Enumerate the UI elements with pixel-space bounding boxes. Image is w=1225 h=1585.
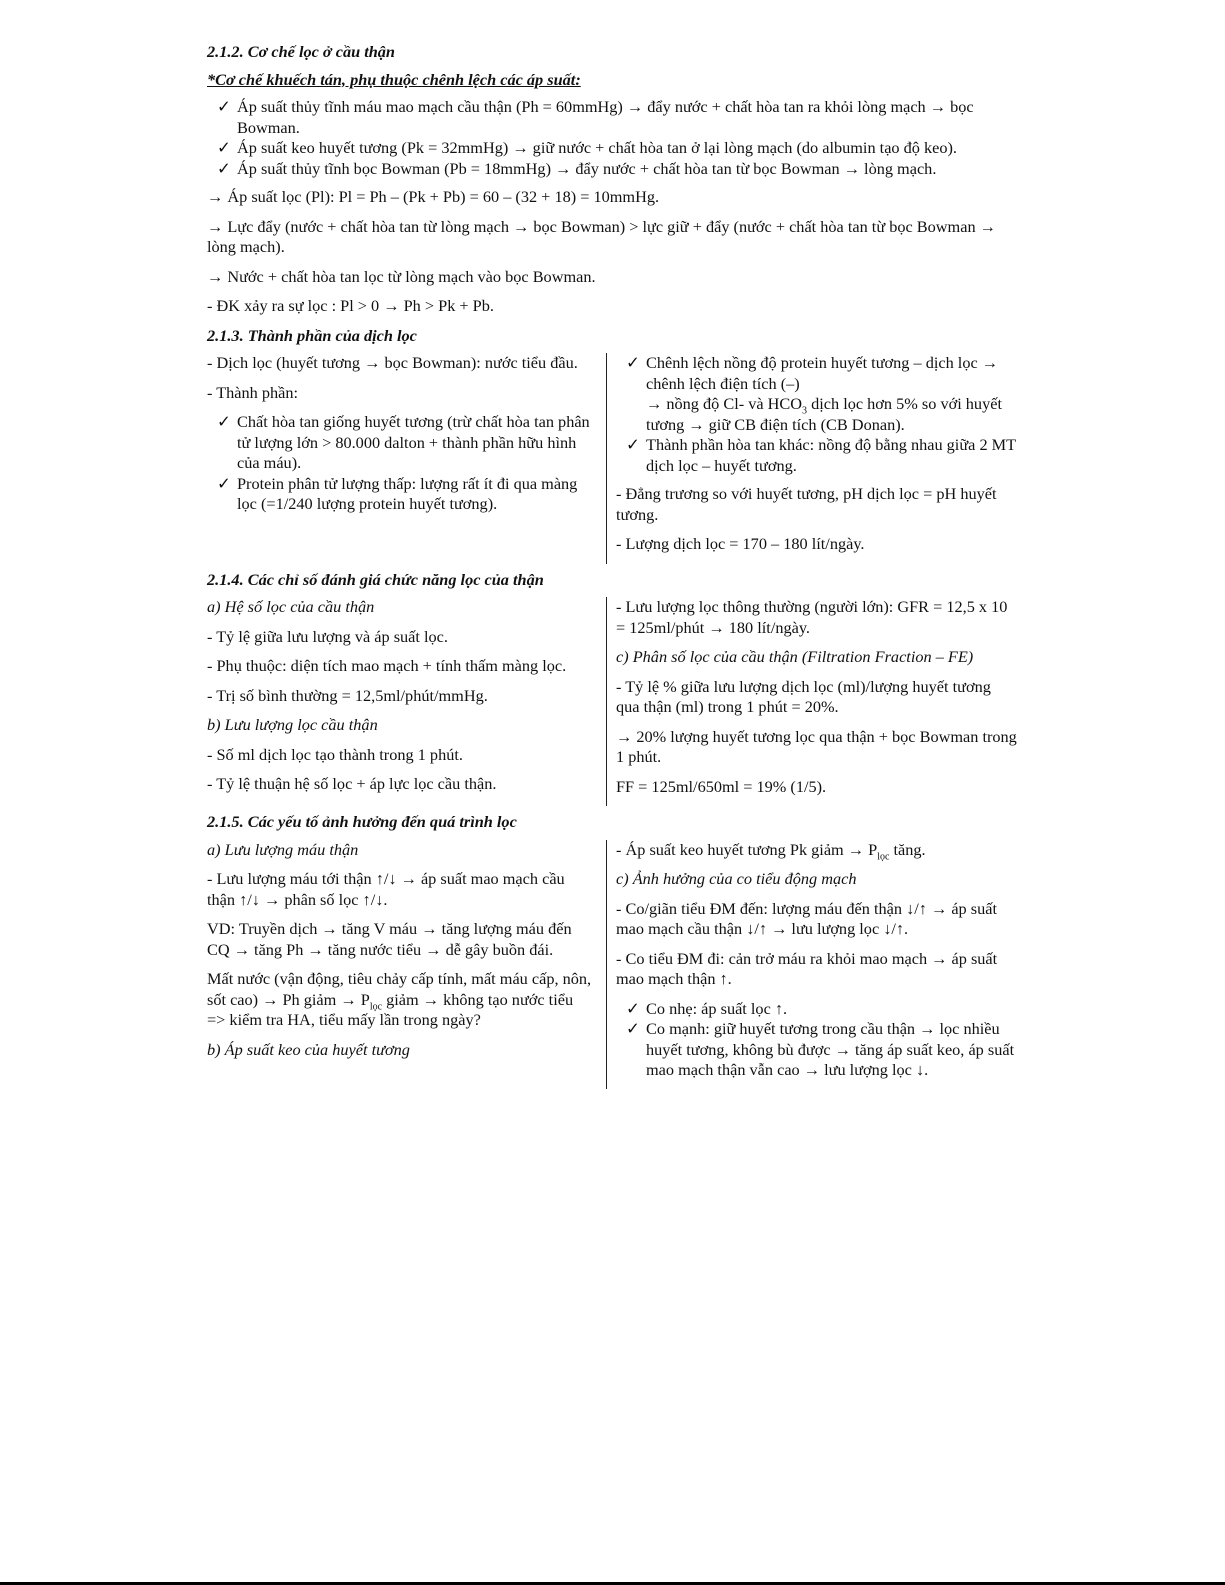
list-item: ✓ Áp suất thủy tĩnh máu mao mạch cầu thận (Ph = 60mmHg) → đẩy nước + chất hòa tan ra khỏi lòng mạch → bọc Bowman.: [217, 97, 974, 137]
paragraph: - Trị số bình thường = 12,5ml/phút/mmHg.: [207, 685, 488, 705]
paragraph: - Số ml dịch lọc tạo thành trong 1 phút.: [207, 744, 463, 764]
check-icon: ✓: [217, 97, 231, 116]
document-page: [207, 42, 1017, 1095]
list-item: ✓ Co nhẹ: áp suất lọc ↑.: [626, 998, 788, 1018]
constriction-list: [616, 999, 1017, 1081]
paragraph: - Dịch lọc (huyết tương → bọc Bowman): nước tiểu đầu.: [207, 353, 578, 372]
list-item: ✓ Chênh lệch nồng độ protein huyết tương – dịch lọc → chênh lệch điện tích (–) → nồng độ Cl- và $HCO_3$ dịch lọc hơn 5% so với huyết tương → giữ CB điện tích (CB Donan).: [626, 353, 1002, 434]
section-title-2-1-4: 2.1.4. Các chỉ số đánh giá chức năng lọc của thận: [207, 569, 544, 589]
subheading: b) Lưu lượng lọc cầu thận: [207, 715, 378, 734]
right-column: [606, 597, 1017, 806]
paragraph: Mất nước (vận động, tiêu chảy cấp tính, mất máu cấp, nôn, sốt cao) → Ph giảm → $P_{lọc}$ giảm → không tạo nước tiểu => kiểm tra HA, tiểu mấy lần trong ngày?: [207, 969, 592, 1029]
pressure-list: [207, 97, 1017, 179]
paragraph: - Thành phần:: [207, 382, 299, 402]
left-column: [207, 840, 606, 1089]
list-item: ✓ Thành phần hòa tan khác: nồng độ bằng nhau giữa 2 MT dịch lọc – huyết tương.: [626, 435, 1016, 475]
paragraph: - Lưu lượng máu tới thận ↑/↓ → áp suất mao mạch cầu thận ↑/↓ → phân số lọc ↑/↓.: [207, 869, 565, 909]
left-column: [207, 353, 606, 564]
paragraph: - Đẳng trương so với huyết tương, pH dịch lọc = pH huyết tương.: [616, 484, 997, 524]
paragraph: VD: Truyền dịch → tăng V máu → tăng lượng máu đến CQ → tăng Ph → tăng nước tiểu → dễ gây buồn đái.: [207, 919, 572, 959]
check-icon: ✓: [626, 998, 640, 1018]
list-item: ✓ Áp suất keo huyết tương (Pk = 32mmHg) → giữ nước + chất hòa tan ở lại lòng mạch (do albumin tạo độ keo).: [217, 138, 957, 157]
paragraph: → 20% lượng huyết tương lọc qua thận + bọc Bowman trong 1 phút.: [616, 726, 1017, 766]
check-icon: ✓: [626, 353, 640, 372]
subheading: b) Áp suất keo của huyết tương: [207, 1039, 410, 1059]
list-item: ✓ Chất hòa tan giống huyết tương (trừ chất hòa tan phân tử lượng lớn > 80.000 dalton + thành phần hữu hình của máu).: [217, 412, 590, 472]
paragraph: → Nước + chất hòa tan lọc từ lòng mạch vào bọc Bowman.: [207, 266, 596, 286]
paragraph: - Tỷ lệ giữa lưu lượng và áp suất lọc.: [207, 626, 448, 646]
check-icon: ✓: [217, 412, 231, 431]
paragraph: - Lượng dịch lọc = 170 – 180 lít/ngày.: [616, 534, 865, 553]
right-column: [606, 353, 1017, 564]
right-column: [606, 840, 1017, 1089]
left-column: [207, 597, 606, 806]
check-icon: ✓: [626, 435, 640, 454]
section-title-2-1-2: 2.1.2. Cơ chế lọc ở cầu thận: [207, 42, 395, 61]
paragraph: - Tỷ lệ % giữa lưu lượng dịch lọc (ml)/lượng huyết tương qua thận (ml) trong 1 phút = 20%.: [616, 676, 991, 716]
section-title-2-1-5: 2.1.5. Các yếu tố ảnh hưởng đến quá trình lọc: [207, 812, 517, 831]
check-icon: ✓: [217, 473, 231, 493]
subheading: c) Ảnh hưởng của co tiểu động mạch: [616, 869, 857, 888]
check-icon: ✓: [217, 138, 231, 157]
composition-list: [207, 412, 592, 515]
check-icon: ✓: [217, 158, 231, 178]
paragraph: - Tỷ lệ thuận hệ số lọc + áp lực lọc cầu thận.: [207, 774, 497, 793]
subheading: a) Lưu lượng máu thận: [207, 839, 359, 859]
two-column-block: [207, 597, 1017, 806]
subheading: a) Hệ số lọc của cầu thận: [207, 597, 375, 616]
two-column-block: [207, 353, 1017, 564]
paragraph: FF = 125ml/650ml = 19% (1/5).: [616, 776, 827, 796]
paragraph: - Co/giãn tiểu ĐM đến: lượng máu đến thận ↓/↑ → áp suất mao mạch cầu thận ↓/↑ → lưu lượng lọc ↓/↑.: [616, 898, 997, 938]
subheading: c) Phân số lọc của cầu thận (Filtration Fraction – FE): [616, 647, 974, 666]
list-item: ✓ Co mạnh: giữ huyết tương trong cầu thận → lọc nhiều huyết tương, không bù được → tăng áp suất keo, áp suất mao mạch thận vẫn cao → lưu lượng lọc ↓.: [626, 1019, 1015, 1079]
list-item: ✓ Protein phân tử lượng thấp: lượng rất ít đi qua màng lọc (=1/240 lượng protein huyết tương).: [217, 473, 578, 513]
charge-list: [616, 353, 1017, 476]
section-title-2-1-3: 2.1.3. Thành phần của dịch lọc: [207, 325, 417, 345]
section-subtitle-mechanism: *Cơ chế khuếch tán, phụ thuộc chênh lệch các áp suất:: [207, 69, 581, 89]
paragraph: - Lưu lượng lọc thông thường (người lớn): GFR = 12,5 x 10 = 125ml/phút → 180 lít/ngày.: [616, 597, 1008, 637]
list-item: ✓ Áp suất thủy tĩnh bọc Bowman (Pb = 18mmHg) → đẩy nước + chất hòa tan từ bọc Bowman → lòng mạch.: [217, 158, 937, 178]
two-column-block: [207, 840, 1017, 1089]
paragraph: - Áp suất keo huyết tương Pk giảm → $P_{lọc}$ tăng.: [616, 839, 926, 862]
paragraph: - ĐK xảy ra sự lọc : Pl > 0 → Ph > Pk + Pb.: [207, 296, 494, 315]
paragraph: → Lực đẩy (nước + chất hòa tan từ lòng mạch → bọc Bowman) > lực giữ + đẩy (nước + chất hòa tan từ bọc Bowman → lòng mạch).: [207, 216, 996, 256]
paragraph: - Phụ thuộc: diện tích mao mạch + tính thấm màng lọc.: [207, 656, 567, 675]
paragraph: → Áp suất lọc (Pl): Pl = Ph – (Pk + Pb) = 60 – (32 + 18) = 10mmHg.: [207, 187, 660, 206]
check-icon: ✓: [626, 1019, 640, 1038]
paragraph: - Co tiểu ĐM đi: cản trở máu ra khỏi mao mạch → áp suất mao mạch thận ↑.: [616, 948, 998, 988]
